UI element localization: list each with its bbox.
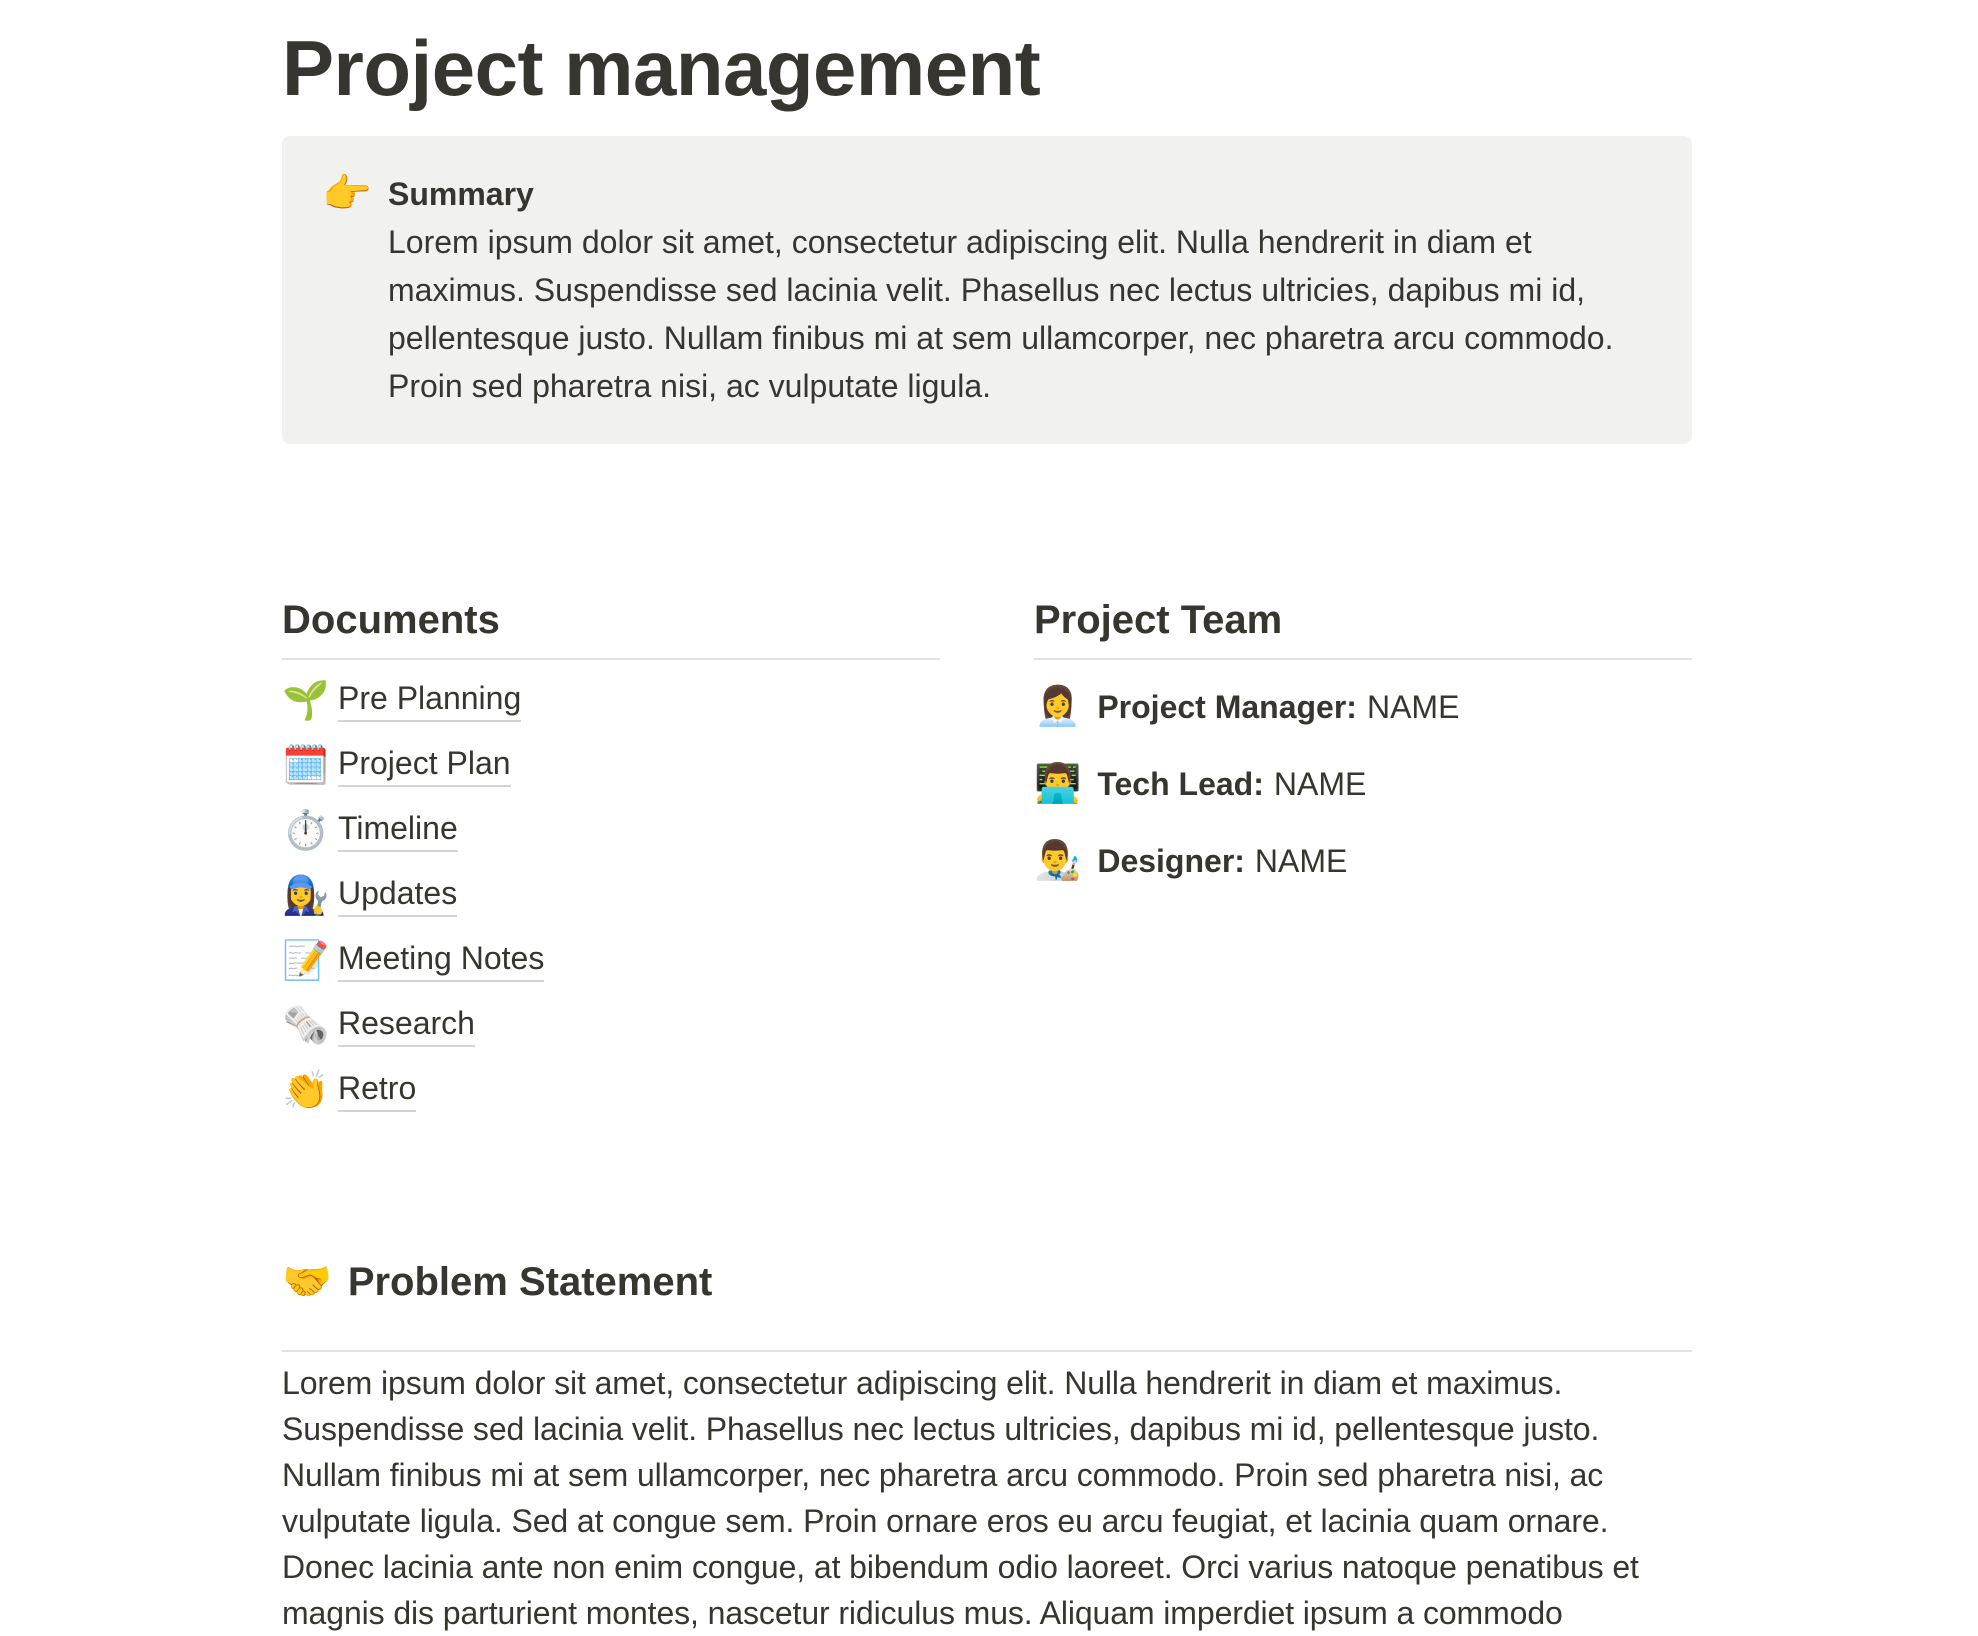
problem-statement-text: Lorem ipsum dolor sit amet, consectetur adipiscing elit. Nulla hendrerit in diam et maximus. Suspendisse sed lacinia velit. Phasellus nec lectus ultricies, dapibus mi id, pellentesque justo. Nullam finibus mi at sem ullamcorper, nec pharetra arcu commodo. Proin sed pharetra nisi, ac vulputate ligula. Sed at congue sem. Proin ornare eros eu arcu feugiat, et lacinia quam ornare. Donec lacinia ante non enim congue, at bibendum odio laoreet. Orci varius natoque penatibus et magnis dis parturient montes, nascetur ridiculus mus. Aliquam imperdiet ipsum a commodo xyxy=(282,1364,1639,1631)
doc-link-label: Meeting Notes xyxy=(338,940,544,982)
man-artist-icon: 👨‍🎨 xyxy=(1034,839,1082,882)
summary-heading: Summary xyxy=(388,175,534,212)
team-member-name: NAME xyxy=(1366,688,1460,725)
team-member-designer xyxy=(1034,836,1692,886)
project-team-list xyxy=(1034,682,1692,886)
team-member-name: NAME xyxy=(1254,842,1348,879)
summary-text: Lorem ipsum dolor sit amet, consectetur adipiscing elit. Nulla hendrerit in diam et maximus. Suspendisse sed lacinia velit. Phasellus nec lectus ultricies, dapibus mi id, pellentesque justo. Nullam finibus mi at sem ullamcorper, nec pharetra arcu commodo. Proin sed pharetra nisi, ac vulputate ligula. xyxy=(388,223,1614,404)
pointing-right-icon: 👉 xyxy=(322,171,372,216)
team-member-role: Project Manager: xyxy=(1097,688,1357,725)
man-technologist-icon: 👨‍💻 xyxy=(1034,762,1082,805)
memo-icon: 📝 xyxy=(282,940,330,983)
problem-statement-section xyxy=(282,1256,1692,1636)
team-member-tech-lead xyxy=(1034,759,1692,809)
doc-link-label: Retro xyxy=(338,1070,416,1112)
doc-link-updates[interactable] xyxy=(282,864,940,929)
stopwatch-icon: ⏱️ xyxy=(282,810,330,853)
seedling-icon: 🌱 xyxy=(282,680,330,723)
summary-callout xyxy=(282,136,1692,444)
doc-link-meeting-notes[interactable] xyxy=(282,929,940,994)
woman-mechanic-icon: 👩‍🔧 xyxy=(282,875,330,918)
team-member-name: NAME xyxy=(1273,765,1367,802)
summary-callout-body xyxy=(388,170,1618,410)
documents-divider xyxy=(282,658,940,660)
page-title: Project management xyxy=(282,24,1041,112)
problem-statement-title: Problem Statement xyxy=(347,1259,713,1304)
documents-list xyxy=(282,669,940,1124)
documents-column xyxy=(282,594,940,1124)
rolled-newspaper-icon: 🗞️ xyxy=(282,1005,330,1048)
doc-link-label: Research xyxy=(338,1005,475,1047)
team-member-project-manager xyxy=(1034,682,1692,732)
team-member-role: Designer: xyxy=(1097,842,1245,879)
doc-link-timeline[interactable] xyxy=(282,799,940,864)
doc-link-label: Timeline xyxy=(338,810,458,852)
doc-link-label: Pre Planning xyxy=(338,680,521,722)
woman-office-worker-icon: 👩‍💼 xyxy=(1034,685,1082,728)
project-team-divider xyxy=(1034,658,1692,660)
clapping-hands-icon: 👏 xyxy=(282,1070,330,1113)
team-member-role: Tech Lead: xyxy=(1097,765,1264,802)
problem-statement-heading xyxy=(282,1256,1692,1308)
doc-link-project-plan[interactable] xyxy=(282,734,940,799)
spiral-calendar-icon: 🗓️ xyxy=(282,745,330,788)
doc-link-label: Project Plan xyxy=(338,745,511,787)
problem-statement-divider xyxy=(282,1350,1692,1352)
project-team-column xyxy=(1034,594,1692,1124)
two-column-section xyxy=(282,594,1692,1124)
handshake-icon: 🤝 xyxy=(282,1259,332,1304)
project-team-heading: Project Team xyxy=(1034,597,1283,642)
doc-link-retro[interactable] xyxy=(282,1059,940,1124)
doc-link-label: Updates xyxy=(338,875,457,917)
documents-heading: Documents xyxy=(282,597,500,642)
doc-link-pre-planning[interactable] xyxy=(282,669,940,734)
notion-page xyxy=(282,0,1692,1636)
doc-link-research[interactable] xyxy=(282,994,940,1059)
